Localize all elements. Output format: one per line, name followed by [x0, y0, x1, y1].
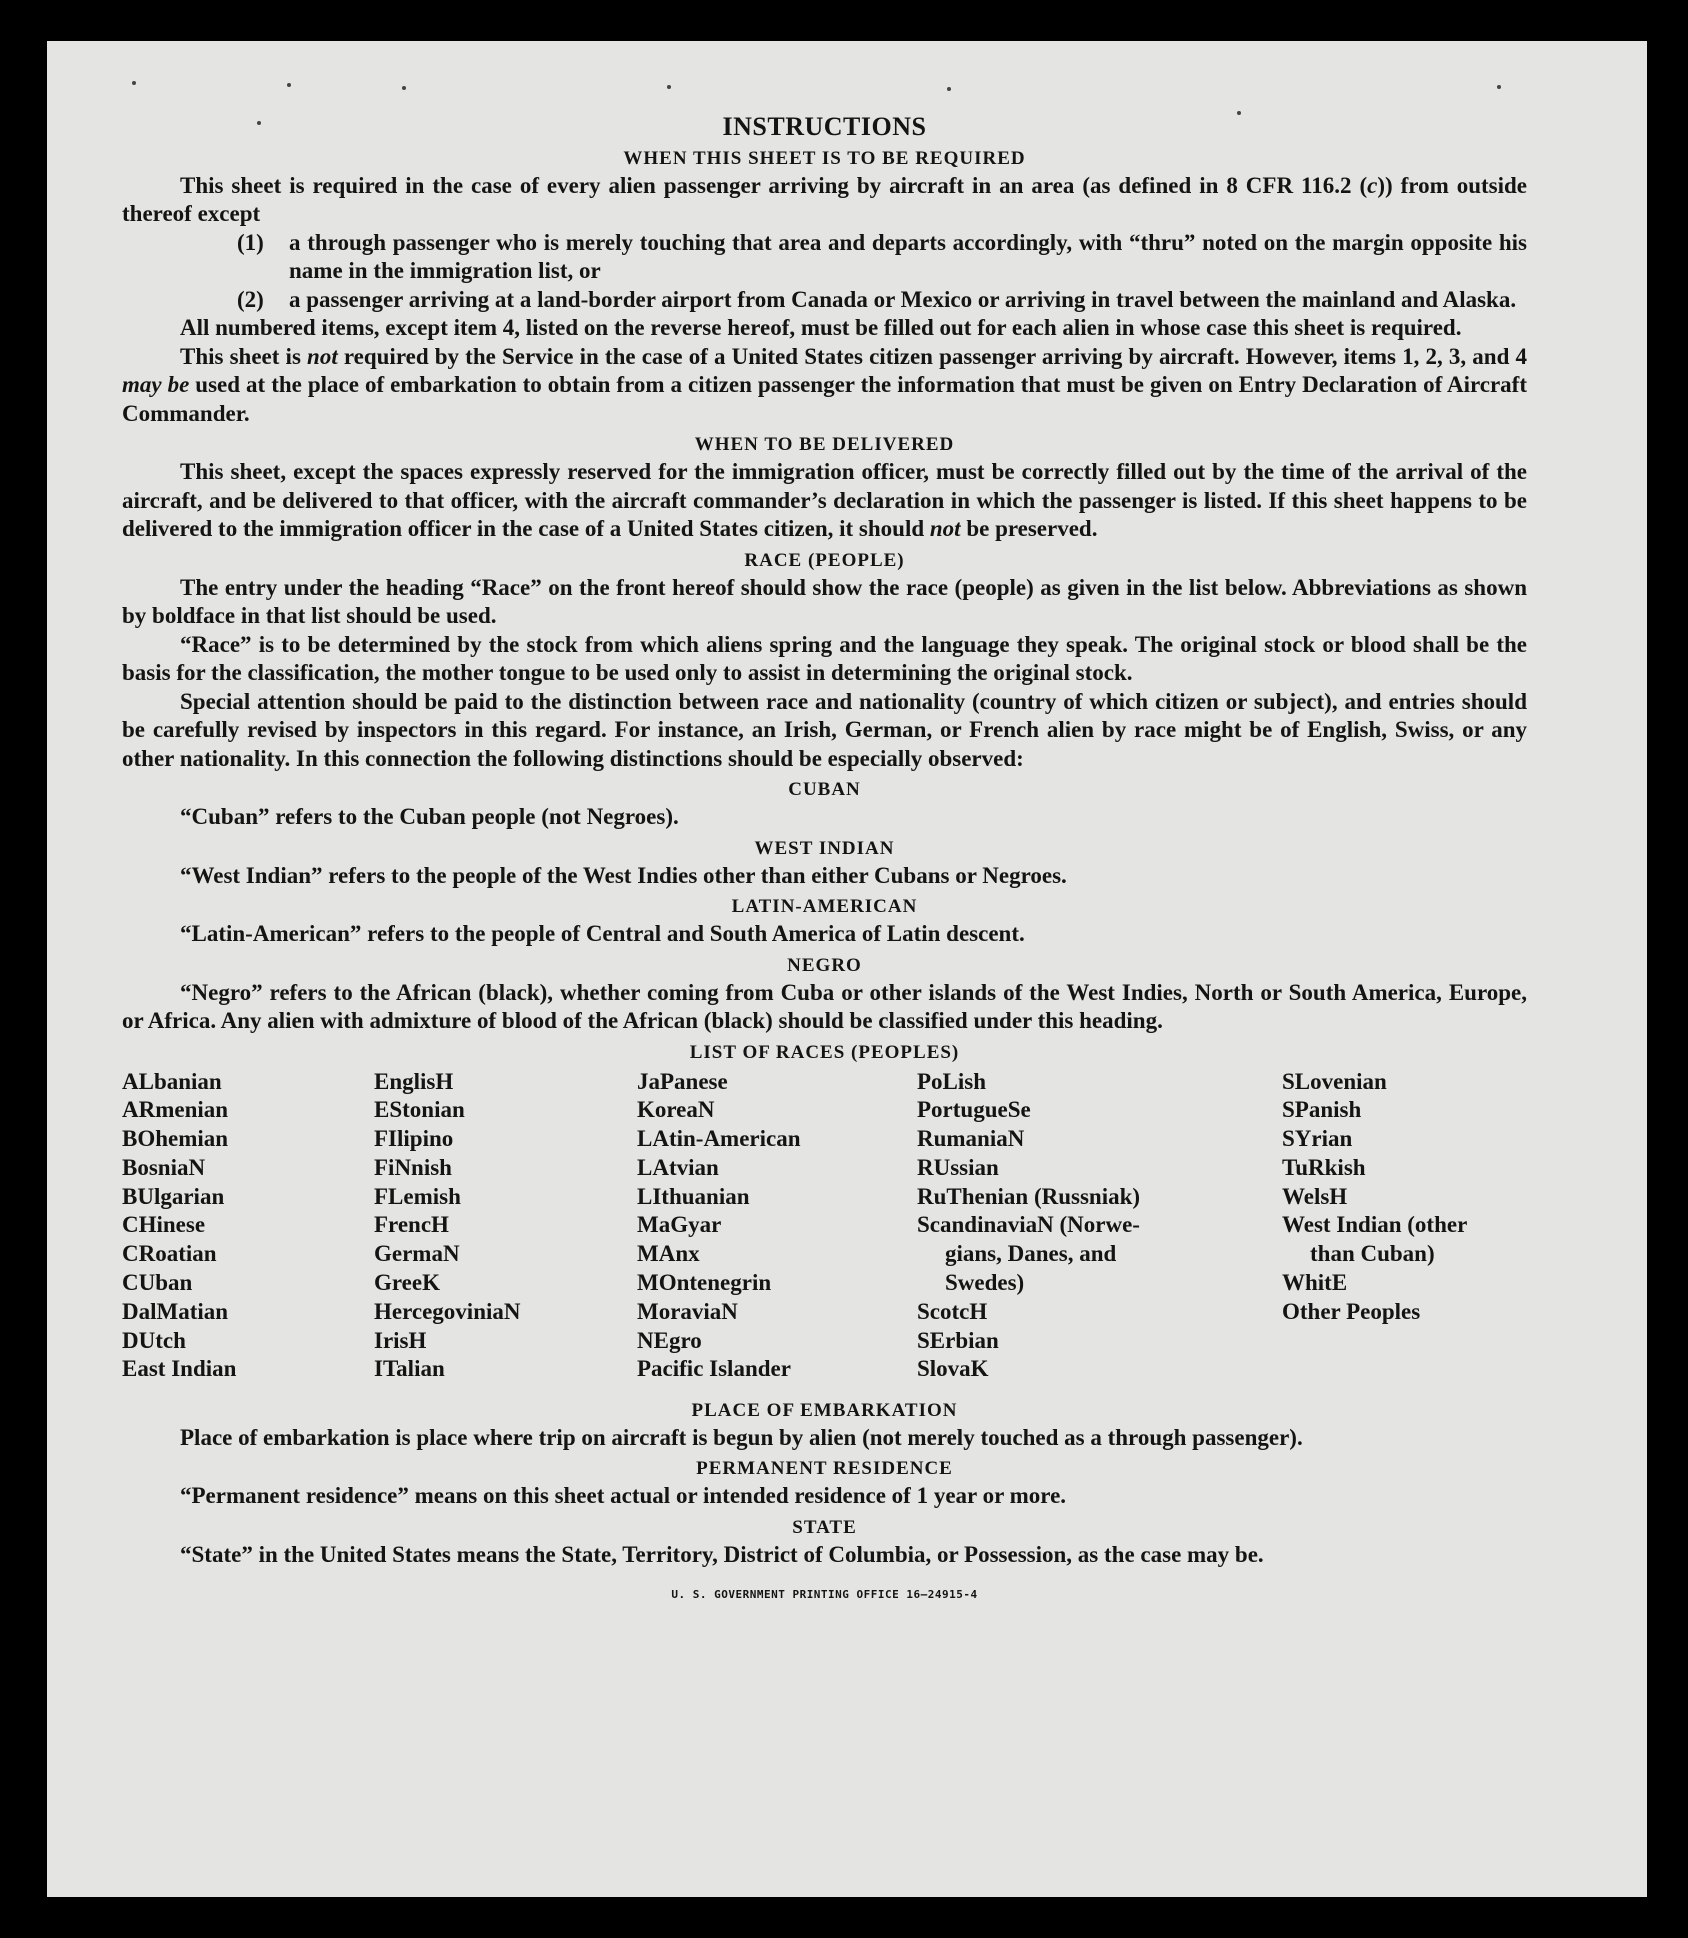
speck [667, 85, 671, 89]
list-item: ALbanian [122, 1068, 222, 1094]
list-item: ITalian [374, 1356, 445, 1382]
page-title: INSTRUCTIONS [722, 112, 927, 141]
list-item: MOntenegrin [637, 1270, 772, 1296]
paragraph-race-2: “Race” is to be determined by the stock from which aliens spring and the language they speak. The original stock or blood shall be the basis for the classification, the mother tongue to be used only to assist in determining the original stock. [122, 631, 1527, 685]
list-item: RUssian [917, 1154, 999, 1180]
list-item: RuThenian (Russniak) [917, 1183, 1141, 1209]
paragraph-cuban: “Cuban” refers to the Cuban people (not Negroes). [180, 804, 679, 829]
list-item: BOhemian [122, 1126, 229, 1152]
list-item: CRoatian [122, 1241, 217, 1267]
list-item: SYrian [1282, 1126, 1353, 1152]
list-item: SErbian [917, 1327, 999, 1353]
speck [1497, 85, 1501, 89]
list-item: West Indian (other [1282, 1212, 1468, 1238]
list-item: TuRkish [1282, 1154, 1366, 1180]
list-item: EnglisH [374, 1068, 454, 1094]
heading-west-indian: WEST INDIAN [754, 837, 895, 859]
list-item: DalMatian [122, 1298, 229, 1324]
speck [257, 121, 261, 125]
races-column-4 [917, 1068, 1140, 1385]
list-item: Pacific Islander [637, 1356, 791, 1382]
paragraph-race-3: Special attention should be paid to the distinction between race and nationality (country of which citizen or subject), and entries should be carefully revised by inspectors in this regard. For instance, an Irish, German, or French alien by race might be of English, Swiss, or any other nationality. In this connection the following distinctions should be especially observed: [122, 688, 1527, 771]
list-item: LAtvian [637, 1154, 719, 1180]
list-item: LAtin-American [637, 1126, 801, 1152]
document-page [47, 41, 1647, 1897]
list-item: DUtch [122, 1327, 186, 1353]
list-item: SLovenian [1282, 1068, 1387, 1094]
races-column-2 [374, 1068, 521, 1385]
list-item: GreeK [374, 1270, 440, 1296]
list-item: PortugueSe [917, 1097, 1031, 1123]
list-item: FrencH [374, 1212, 449, 1238]
list-item: BUlgarian [122, 1183, 225, 1209]
list-item: EStonian [374, 1097, 465, 1123]
list-item: NEgro [637, 1327, 702, 1353]
paragraph-latin-american: “Latin-American” refers to the people of Central and South America of Latin descent. [180, 921, 1025, 946]
list-item: ScandinaviaN (Norwe- [917, 1212, 1140, 1238]
paragraph-state: “State” in the United States means the State, Territory, District of Columbia, or Possession, as the case may be. [180, 1541, 1264, 1567]
numbered-item-2: (2) a passenger arriving at a land-border airport from Canada or Mexico or arriving in travel between the mainland and Alaska. [237, 286, 1517, 312]
list-item: CUban [122, 1270, 193, 1296]
list-item: MAnx [637, 1241, 700, 1267]
speck [947, 87, 951, 91]
paragraph-west-indian: “West Indian” refers to the people of the West Indies other than either Cubans or Negroes. [180, 862, 1067, 888]
paragraph-residence: “Permanent residence” means on this sheet actual or intended residence of 1 year or more. [180, 1483, 1067, 1508]
heading-negro: NEGRO [787, 954, 862, 976]
heading-embarkation: PLACE OF EMBARKATION [691, 1399, 958, 1421]
list-item: Other Peoples [1282, 1298, 1421, 1324]
paragraph-negro: “Negro” refers to the African (black), whether coming from Cuba or other islands of the West Indies, North or South America, Europe, or Africa. Any alien with admixture of blood of the African (black) should be classified under this heading. [122, 979, 1527, 1033]
races-list [122, 1068, 1527, 1394]
numbered-item-1: (1) a through passenger who is merely touching that area and departs accordingly, with “thru” noted on the margin opposite his name in the immigration list, or [237, 229, 1527, 283]
heading-residence: PERMANENT RESIDENCE [696, 1458, 953, 1479]
paragraph-numbered-items: All numbered items, except item 4, listed on the reverse hereof, must be filled out for each alien in whose case this sheet is required. [180, 315, 1462, 340]
speck [402, 86, 406, 90]
heading-latin-american: LATIN-AMERICAN [731, 896, 918, 917]
paragraph-race-1: The entry under the heading “Race” on the front hereof should show the race (people) as given in the list below. Abbreviations as shown by boldface in that list should be used. [122, 574, 1527, 628]
heading-race: RACE (PEOPLE) [744, 549, 905, 571]
paragraph-delivered: This sheet, except the spaces expressly reserved for the immigration officer, must be correctly filled out by the time of the arrival of the aircraft, and be delivered to that officer, with the aircraft commander’s declaration in which the passenger is listed. If this sheet happens to be delivered to the immigration officer in the case of a United States citizen, it should not be preserved. [122, 459, 1527, 541]
list-item: FIlipino [374, 1126, 454, 1152]
speck [1237, 111, 1241, 115]
list-item: FLemish [374, 1183, 461, 1209]
list-item: SlovaK [917, 1356, 989, 1382]
list-item: ARmenian [122, 1097, 229, 1123]
races-column-3 [637, 1068, 801, 1385]
list-item: gians, Danes, and [945, 1241, 1117, 1267]
list-item: HercegoviniaN [374, 1298, 521, 1324]
speck [132, 81, 136, 85]
list-item: RumaniaN [917, 1126, 1025, 1152]
list-item: KoreaN [637, 1097, 715, 1123]
list-item: East Indian [122, 1356, 237, 1382]
list-item: Swedes) [945, 1270, 1025, 1296]
list-item: MoraviaN [637, 1298, 738, 1324]
list-item: ScotcH [917, 1298, 988, 1324]
list-item: IrisH [374, 1327, 427, 1353]
list-item: SPanish [1282, 1097, 1362, 1123]
paragraph-citizen: This sheet is not required by the Service in the case of a United States citizen passenger arriving by aircraft. However, items 1, 2, 3, and 4 may be used at the place of embarkation to obtain from a citizen passenger the information that must be given on Entry Declaration of Aircraft Commander. [122, 343, 1527, 426]
list-item: CHinese [122, 1212, 206, 1238]
list-item: PoLish [917, 1068, 987, 1094]
heading-state: STATE [792, 1516, 857, 1538]
heading-when-delivered: WHEN TO BE DELIVERED [694, 434, 955, 455]
list-item: WhitE [1282, 1270, 1348, 1296]
list-item: MaGyar [637, 1212, 722, 1238]
paragraph-required-intro: This sheet is required in the case of every alien passenger arriving by aircraft in an area (as defined in 8 CFR 116.2 (c)) from outside thereof except [122, 172, 1527, 226]
list-item: than Cuban) [1310, 1241, 1435, 1267]
printing-office-imprint: U. S. GOVERNMENT PRINTING OFFICE 16—24915-4 [671, 1588, 978, 1601]
heading-cuban: CUBAN [788, 779, 861, 800]
list-item: LIthuanian [637, 1183, 750, 1209]
races-column-5 [1282, 1068, 1467, 1327]
races-column-1 [122, 1068, 236, 1385]
list-item: GermaN [374, 1241, 460, 1267]
list-item: FiNnish [374, 1154, 452, 1180]
speck [287, 83, 291, 87]
heading-list-of-races: LIST OF RACES (PEOPLES) [689, 1041, 960, 1063]
heading-when-required: WHEN THIS SHEET IS TO BE REQUIRED [623, 147, 1026, 169]
paragraph-embarkation: Place of embarkation is place where trip on aircraft is begun by alien (not merely touched as a through passenger). [180, 1424, 1303, 1450]
list-item: JaPanese [637, 1068, 728, 1094]
list-item: WelsH [1282, 1183, 1348, 1209]
list-item: BosniaN [122, 1154, 206, 1180]
